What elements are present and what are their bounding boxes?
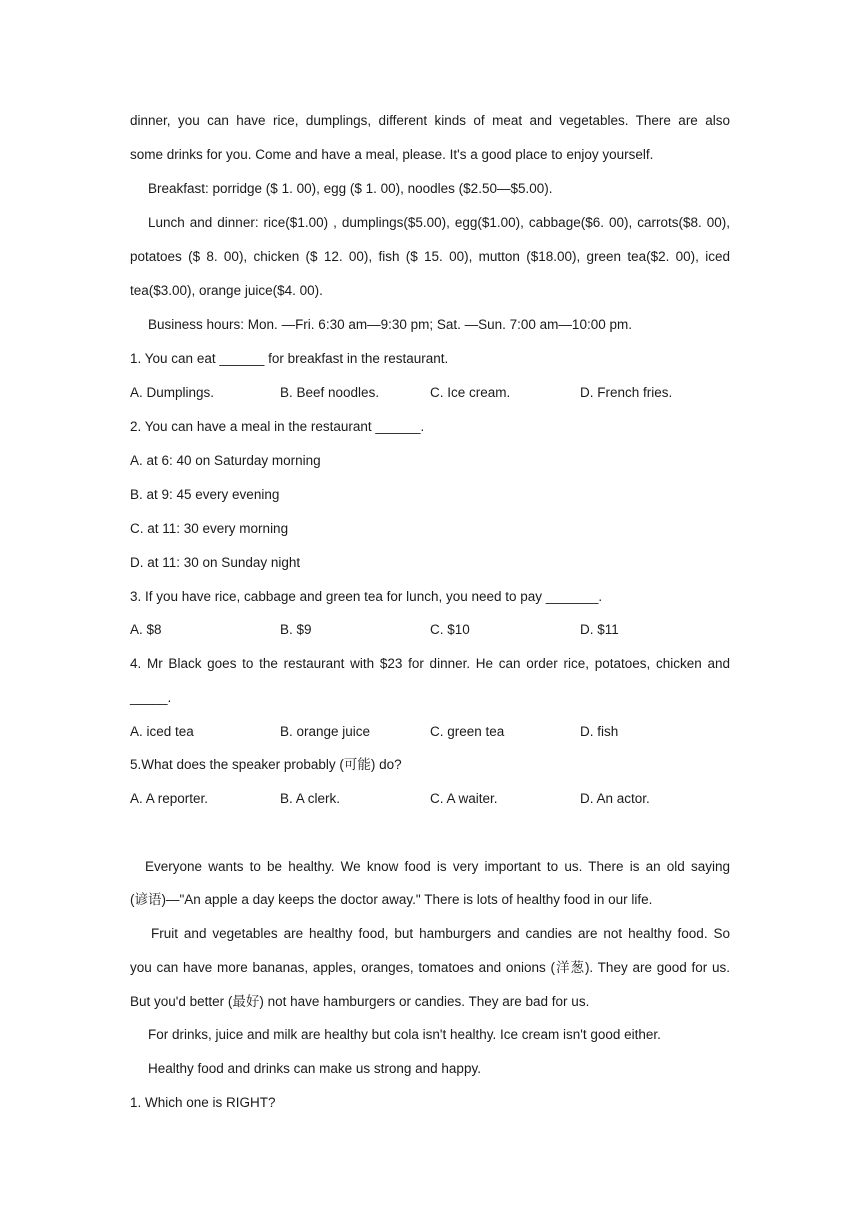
breakfast-menu: Breakfast: porridge ($ 1. 00), egg ($ 1. 00), noodles ($2.50—$5.00). [148, 181, 553, 196]
option: A. Dumplings. [130, 385, 215, 400]
question: 3. If you have rice, cabbage and green tea for lunch, you need to pay _______. [130, 589, 603, 604]
question: 4. Mr Black goes to the restaurant with $23 for dinner. He can order rice, potatoes, chicken and [130, 656, 730, 671]
passage1-line: some drinks for you. Come and have a meal, please. It's a good place to enjoy yourself. [130, 147, 654, 162]
option: C. A waiter. [430, 791, 498, 806]
option: A. $8 [130, 622, 162, 637]
business-hours: Business hours: Mon. —Fri. 6:30 am—9:30 pm; Sat. —Sun. 7:00 am—10:00 pm. [148, 317, 632, 332]
option: C. at 11: 30 every morning [130, 521, 289, 536]
option: D. An actor. [580, 791, 650, 806]
question: 1. Which one is RIGHT? [130, 1095, 276, 1110]
passage2-line: For drinks, juice and milk are healthy but cola isn't healthy. Ice cream isn't good either. [148, 1027, 661, 1042]
option: C. Ice cream. [430, 385, 511, 400]
option: B. orange juice [280, 724, 371, 739]
option: B. A clerk. [280, 791, 341, 806]
option: D. at 11: 30 on Sunday night [130, 555, 301, 570]
option: B. Beef noodles. [280, 385, 380, 400]
passage2-line: Healthy food and drinks can make us strong and happy. [148, 1061, 481, 1076]
lunch-menu-line: potatoes ($ 8. 00), chicken ($ 12. 00), fish ($ 15. 00), mutton ($18.00), green tea($2. 00), iced [130, 249, 730, 264]
option: B. at 9: 45 every evening [130, 487, 280, 502]
option: C. $10 [430, 622, 470, 637]
option: D. $11 [580, 622, 619, 637]
option: C. green tea [430, 724, 505, 739]
option: D. fish [580, 724, 619, 739]
option: D. French fries. [580, 385, 673, 400]
passage2-line: (谚语)—"An apple a day keeps the doctor away." There is lots of healthy food in our life. [130, 892, 653, 907]
passage1-line: dinner, you can have rice, dumplings, different kinds of meat and vegetables. There are also [130, 113, 730, 128]
question-continued: _____. [130, 690, 172, 705]
option: B. $9 [280, 622, 312, 637]
passage2-line: Everyone wants to be healthy. We know food is very important to us. There is an old saying [145, 859, 730, 874]
passage2-line: But you'd better (最好) not have hamburgers or candies. They are bad for us. [130, 994, 590, 1009]
passage2-line: Fruit and vegetables are healthy food, but hamburgers and candies are not healthy food. So [151, 926, 730, 941]
question: 2. You can have a meal in the restaurant ______. [130, 419, 425, 434]
passage2-line: you can have more bananas, apples, oranges, tomatoes and onions (洋葱). They are good for us. [130, 960, 730, 975]
question: 1. You can eat ______ for breakfast in the restaurant. [130, 351, 449, 366]
option: A. A reporter. [130, 791, 209, 806]
lunch-menu-line: Lunch and dinner: rice($1.00) , dumplings($5.00), egg($1.00), cabbage($6. 00), carrots($8. 00), [148, 215, 730, 230]
lunch-menu-line: tea($3.00), orange juice($4. 00). [130, 283, 323, 298]
option: A. iced tea [130, 724, 194, 739]
option: A. at 6: 40 on Saturday morning [130, 453, 321, 468]
question: 5.What does the speaker probably (可能) do? [130, 757, 402, 772]
